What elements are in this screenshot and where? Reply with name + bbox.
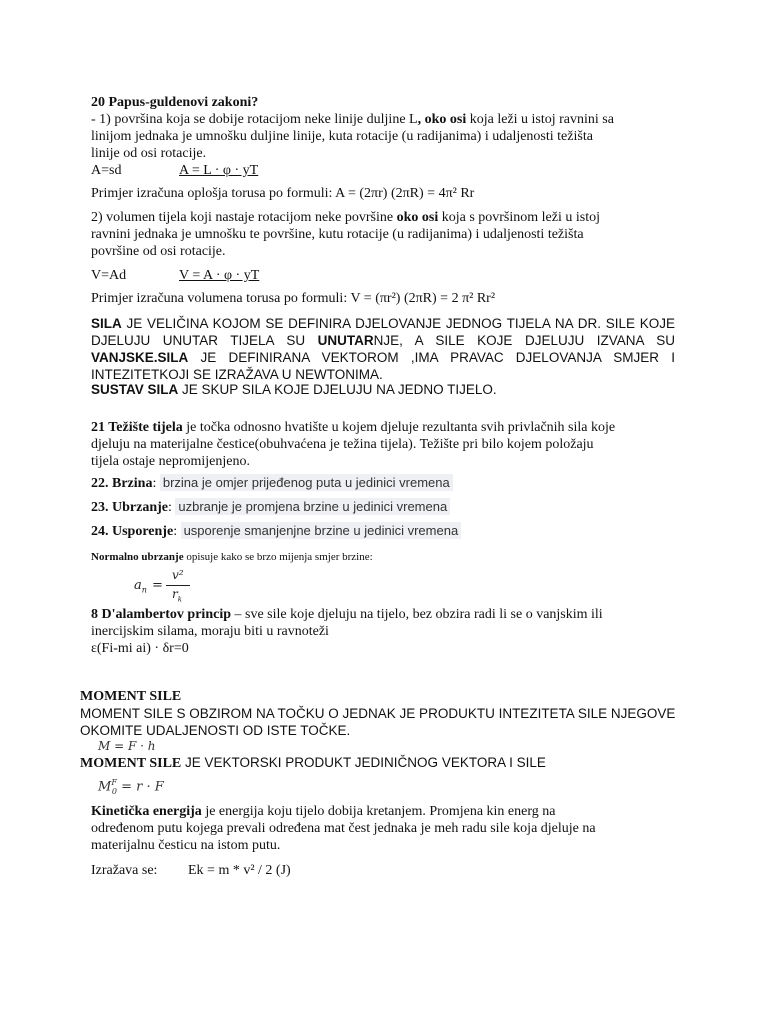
kinetic-line: materijalnu česticu na istom putu.	[91, 838, 281, 853]
moment-formula-1: M = F · h	[98, 739, 156, 753]
dalambert-formula: ε(Fi-mi ai) · δr=0	[91, 641, 189, 656]
section-20	[91, 94, 691, 307]
moment-heading: MOMENT SILE	[80, 689, 182, 704]
normal-acceleration: Normalno ubrzanje opisuje kako se brzo mijenja smjer brzine:	[91, 551, 373, 563]
formula-surface-right: A = L · φ · yT	[179, 163, 259, 178]
torus-volume-example: Primjer izračuna volumena torusa po formuli: V = (πr²) (2πR) = 2 π² Rr²	[91, 291, 496, 306]
torus-surface-example: Primjer izračuna oplošja torusa po formuli: A = (2πr) (2πR) = 4π² Rr	[91, 186, 475, 201]
normal-acceleration-formula: $a_n$ = v² $r_k$	[134, 568, 214, 604]
moment-formula-2: $M^F_0 = r \cdot F$	[98, 778, 164, 796]
section-20-line: linijom jednaka je umnošku duljine linije, kuta rotacije (u radijanima) i udaljenosti težišta	[91, 129, 593, 144]
dalambert-line: inercijskim silama, moraju biti u ravnoteži	[91, 624, 329, 639]
section-20-line: površine od osi rotacije.	[91, 244, 226, 259]
section-20-line: linije od osi rotacije.	[91, 146, 207, 161]
section-21-line: tijela ostaje nepromijenjeno.	[91, 454, 251, 469]
kinetic-line: određenom putu kojega prevali određena mat čest jednaka je meh radu sile koja djeluje na	[91, 821, 596, 836]
section-21-line: djeluju na materijalne čestice(obuhvaćena je težina tijela). Težište pri bilo kojem položaju	[91, 437, 594, 452]
definition-brzina: 22. Brzina: brzina je omjer prijeđenog puta u jedinici vremena	[91, 474, 691, 498]
formula-volume	[91, 267, 691, 284]
sila-definition: SILA JE VELIČINA KOJOM SE DEFINIRA DJELOVANJE JEDNOG TIJELA NA DR. SILE KOJE DJELUJU UNUTAR TIJELA SU UNUTARNJE, A SILE KOJE DJELUJU IZVANA SU VANJSKE.SILA JE DEFINIRANA VEKTOROM ,IMA PRAVAC DJELOVANJA SMJER I INTEZITETKOJI SE IZRAŽAVA U NEWTONIMA.	[91, 316, 675, 382]
kinetic-energy: Kinetička energija je energija koju tijelo dobija kretanjem. Promjena kin energ na određenom putu kojega prevali određena mat čest jednaka je meh radu sile koja djeluje na materijalnu česticu na istom putu. Izražava se: Ek = m * v² / 2 (J)	[91, 803, 691, 879]
section-20-paragraph-1: - 1) površina koja se dobije rotacijom neke linije duljine L, oko osi koja leži u istoj ravnini sa	[91, 112, 614, 127]
formula-surface-left: A=sd	[91, 163, 122, 178]
formula-volume-left: V=Ad	[91, 268, 127, 283]
section-20-line: ravnini jednaka je umnošku te površine, kutu rotacije (u radijanima) i udaljenosti težišta	[91, 227, 584, 242]
dalambert-principle: 8 D'alambertov princip – sve sile koje djeluju na tijelo, bez obzira radi li se o vanjskim ili inercijskim silama, moraju biti u ravnoteži ε(Fi-mi ai) · δr=0	[91, 606, 691, 657]
definition-ubrzanje: 23. Ubrzanje: uzbranje je promjena brzine u jedinici vremena	[91, 498, 691, 522]
kinetic-formula-row	[91, 862, 691, 879]
formula-surface	[91, 162, 691, 179]
section-20-title: 20 Papus-guldenovi zakoni?	[91, 95, 259, 110]
kinetic-label: Izražava se:	[91, 863, 158, 878]
moment-section: MOMENT SILE MOMENT SILE S OBZIROM NA TOČKU O JEDNAK JE PRODUKTU INTEZITETA SILE NJEGOVE OKOMITE UDALJENOSTI OD ISTE TOČKE. M = F · h MOMENT SILE JE VEKTORSKI PRODUKT JEDINIČNOG VEKTORA I SILE $M^F_0 = r \cdot F$	[80, 688, 700, 803]
kinetic-formula: Ek = m * v² / 2 (J)	[188, 863, 291, 878]
section-21: 21 Težište tijela je točka odnosno hvatište u kojem djeluje rezultanta svih privlačnih sila koje djeluju na materijalne čestice(obuhvaćena je težina tijela). Težište pri bilo kojem položaju tijela ostaje nepromijenjeno.	[91, 419, 691, 470]
definition-usporenje: 24. Usporenje: usporenje smanjenjne brzine u jedinici vremena	[91, 522, 691, 546]
moment-text: MOMENT SILE S OBZIROM NA TOČKU O JEDNAK JE PRODUKTU INTEZITETA SILE NJEGOVE OKOMITE UDALJENOSTI OD ISTE TOČKE.	[80, 706, 676, 738]
sustav-sila: SUSTAV SILA JE SKUP SILA KOJE DJELUJU NA JEDNO TIJELO.	[91, 382, 497, 397]
definitions-list	[91, 474, 691, 546]
formula-volume-right: V = A · φ · yT	[179, 268, 260, 283]
section-20-paragraph-2: 2) volumen tijela koji nastaje rotacijom neke površine oko osi koja s površinom leži u istoj	[91, 210, 600, 225]
